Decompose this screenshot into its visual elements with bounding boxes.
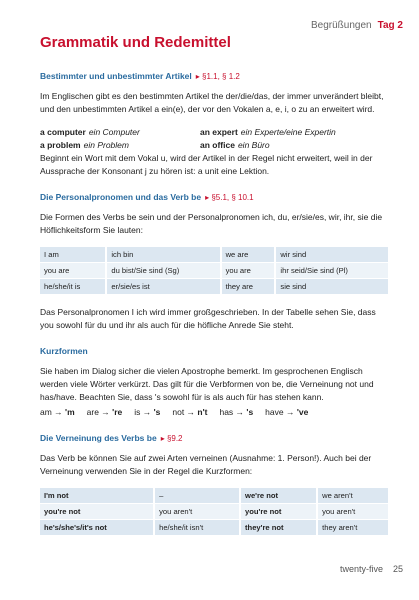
short-form-item [134, 407, 160, 417]
arrow-right-icon: → [233, 407, 247, 417]
example-row [40, 126, 390, 139]
arrow-right-icon: → [98, 407, 113, 417]
example-item [200, 139, 390, 152]
paragraph: Die Formen des Verbs be sein und der Personalpronomen ich, du, er/sie/es, wir, ihr, sie die Höflichkeitsform Sie lauten: [40, 212, 383, 235]
paragraph: Das Personalpronomen I ich wird immer großgeschrieben. In der Tabelle sehen Sie, dass you sowohl für du und ihr als auch für die höfliche Anrede Sie steht. [40, 307, 376, 330]
table-row [40, 488, 389, 504]
table-cell: you are [40, 263, 106, 279]
long-form: is [134, 407, 141, 417]
table-cell: we are [221, 247, 276, 263]
german-translation: ein Problem [83, 140, 129, 150]
english-word: an office [200, 140, 235, 150]
section-negation [40, 433, 390, 536]
table-cell: ihr seid/Sie sind (Pl) [275, 263, 389, 279]
arrow-right-icon: → [140, 407, 154, 417]
short-form-item [265, 407, 308, 417]
grammar-reference: ▸ §9.2 [160, 434, 183, 443]
arrow-right-icon: → [184, 407, 198, 417]
table-row [40, 247, 389, 263]
section-heading: Die Personalpronomen und das Verb be ▸ §5.1, § 10.1 [40, 192, 254, 202]
example-item [200, 126, 390, 139]
short-form-item [172, 407, 207, 417]
section-articles [40, 71, 390, 178]
example-row [40, 139, 390, 152]
table-cell: we aren't [317, 488, 389, 504]
page-number-word: twenty-five [339, 564, 383, 574]
table-row [40, 279, 389, 295]
example-list [40, 126, 390, 152]
grammar-reference: ▸ §1.1, § 1.2 [195, 72, 240, 81]
table-cell: you aren't [154, 504, 240, 520]
example-item [40, 139, 200, 152]
grammar-reference: ▸ §5.1, § 10.1 [205, 193, 254, 202]
table-cell: du bist/Sie sind (Sg) [106, 263, 220, 279]
short-form: 're [112, 407, 123, 417]
example-item [40, 126, 200, 139]
paragraph: Das Verb be können Sie auf zwei Arten verneinen (Ausnahme: 1. Person!). Auch bei der Verneinung verwenden Sie in der Regel die Kurzformen: [40, 453, 372, 476]
short-form-item [40, 407, 75, 417]
section-heading: Kurzformen [40, 346, 88, 356]
table-cell: you aren't [317, 504, 389, 520]
page-number: 25 [392, 564, 403, 574]
day-label: Tag 2 [377, 20, 403, 31]
page-title: Grammatik und Redemittel [40, 34, 231, 51]
table-cell: he/she/it is [40, 279, 106, 295]
long-form: are [86, 407, 99, 417]
short-form: 's [246, 407, 254, 417]
section-pronouns [40, 192, 390, 332]
table-cell: – [154, 488, 240, 504]
page-content [40, 34, 390, 550]
long-form: am [40, 407, 52, 417]
short-form-item [87, 407, 123, 417]
table-cell: he's/she's/it's not [40, 520, 154, 536]
table-row [40, 520, 389, 536]
section-short-forms [40, 346, 390, 419]
table-cell: they aren't [317, 520, 389, 536]
table-cell: you're not [40, 504, 154, 520]
long-form: has [219, 407, 234, 417]
german-translation: ein Büro [237, 140, 270, 150]
conjugation-table [40, 247, 390, 295]
short-form: 've [296, 407, 309, 417]
table-cell: they are [221, 279, 276, 295]
table-cell: I'm not [40, 488, 154, 504]
short-form-list [40, 406, 390, 419]
paragraph: Sie haben im Dialog sicher die vielen Apostrophe bemerkt. Im gesprochenen Englisch werden viele Wörter verkürzt. Das gilt für die Verbformen von be, die Verneinung not und has/have. Beachten Sie, dass 's sowohl für is als auch für has stehen kann. [40, 366, 374, 402]
table-cell: wir sind [275, 247, 389, 263]
table-cell: he/she/it isn't [154, 520, 240, 536]
paragraph: Im Englischen gibt es den bestimmten Artikel the der/die/das, der immer unverändert bleibt, und den unbestimmten Artikel a ein(e), der vor den Vokalen a, e, i, o zu an erweitert wird. [40, 91, 384, 114]
table-cell: sie sind [275, 279, 389, 295]
arrow-right-icon: → [51, 407, 66, 417]
long-form: not [172, 407, 185, 417]
table-cell: they're not [240, 520, 317, 536]
english-word: a computer [40, 127, 86, 137]
running-header [311, 20, 403, 31]
table-cell: you are [221, 263, 276, 279]
short-form: 'm [65, 407, 75, 417]
paragraph: Beginnt ein Wort mit dem Vokal u, wird der Artikel in der Regel nicht erweitert, weil in der Aussprache der Konsonant j zu hören ist: a unit eine Lektion. [40, 153, 373, 176]
negation-table [40, 488, 390, 536]
table-cell: we're not [240, 488, 317, 504]
page-footer [340, 564, 403, 574]
table-row [40, 504, 389, 520]
long-form: have [265, 407, 284, 417]
german-translation: ein Experte/eine Expertin [240, 127, 336, 137]
english-word: an expert [200, 127, 238, 137]
short-form: n't [197, 407, 208, 417]
short-form: 's [153, 407, 161, 417]
table-cell: ich bin [106, 247, 220, 263]
chapter-title: Begrüßungen [311, 20, 372, 31]
section-heading: Bestimmter und unbestimmter Artikel ▸ §1.1, § 1.2 [40, 71, 240, 81]
english-word: a problem [40, 140, 81, 150]
table-row [40, 263, 389, 279]
german-translation: ein Computer [88, 127, 140, 137]
arrow-right-icon: → [283, 407, 297, 417]
table-cell: I am [40, 247, 106, 263]
section-heading: Die Verneinung des Verbs be ▸ §9.2 [40, 433, 183, 443]
table-cell: er/sie/es ist [106, 279, 220, 295]
table-cell: you're not [240, 504, 317, 520]
short-form-item [219, 407, 253, 417]
